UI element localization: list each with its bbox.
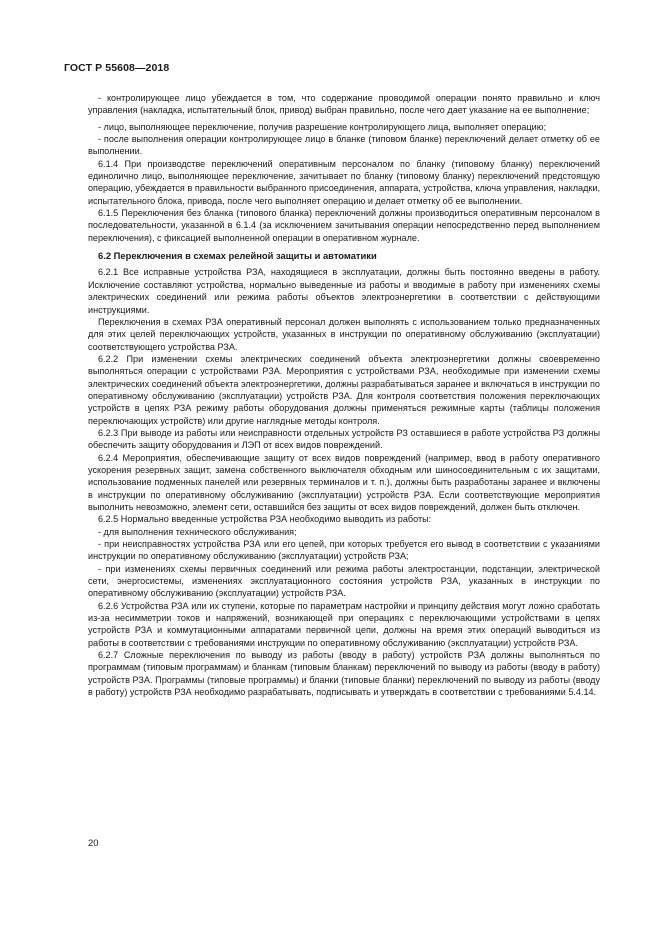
section-heading: 6.2 Переключения в схемах релейной защиты и автоматики	[98, 250, 377, 262]
document-standard-header: ГОСТ Р 55608—2018	[64, 62, 170, 74]
paragraph: 6.1.5 Переключения без бланка (типового бланка) переключений должны производиться оперативным персоналом в последовательности, указанной в 6.1.4 (за исключением зачитывания операции непосредственно перед выполнением переключения), с фиксацией выполненной операции в оперативном журнале.	[88, 208, 600, 243]
paragraph: 6.2.7 Сложные переключения по выводу из работы (вводу в работу) устройств РЗА должны выполняться по программам (типовым программам) и бланкам (типовым бланкам) переключений по выводу из работы (вводу в работу) устройств РЗА. Программы (типовые программы) и бланки (типовые бланки) переключений по выводу из работы (вводу в работу) устройств РЗА необходимо разрабатывать, подписывать и утверждать в соответствии с требованиями 5.4.14.	[88, 650, 600, 698]
paragraph: 6.2.1 Все исправные устройства РЗА, находящиеся в эксплуатации, должны быть постоянно введены в работу. Исключение составляют устройства, нормально выведенные из работы и вводимые в работу при изменениях схемы электрических соединений или режима работы объектов электроэнергетики в соответствии с действующими инструкциями.	[88, 267, 600, 315]
list-item: - при изменениях схемы первичных соединений или режима работы электростанции, подстанции, электрической сети, энергосистемы, изменениях эксплуатационного состояния устройств РЗА, указанных в инструкции по оперативному обслуживанию (эксплуатации) устройств РЗА.	[88, 563, 600, 599]
paragraph: 6.1.4 При производстве переключений оперативным персоналом по бланку (типовому бланку) переключений единолично лицо, выполняющее переключение, зачитывает по бланку (типовому бланку) переключений предстоящую операцию, убеждается в правильности выбранного присоединения, аппарата, устройства, ключа управления, накладки, испытательного блока, привода, после чего выполняет операцию и делает отметку об ее выполнении.	[88, 158, 600, 206]
paragraph: 6.2.3 При выводе из работы или неисправности отдельных устройств РЗ оставшиеся в работе устройства РЗ должны обеспечить защиту оборудования и ЛЭП от всех видов повреждений.	[88, 427, 600, 451]
paragraph: - после выполнения операции контролирующее лицо в бланке (типовом бланке) переключений делает отметку об ее выполнении.	[88, 134, 600, 157]
list-item: - при неисправностях устройства РЗА или его цепей, при которых требуется его вывод в соответствии с указаниями инструкции по оперативному обслуживанию (эксплуатации) устройств РЗА;	[88, 539, 600, 562]
list-item: - для выполнения технического обслуживания;	[98, 526, 297, 537]
paragraph: - контролирующее лицо убеждается в том, что содержание проводимой операции понято правильно и ключ управления (накладка, испытательный блок, привод) выбран правильно, после чего дает указание на ее выполнение;	[88, 93, 600, 116]
paragraph: - лицо, выполняющее переключение, получив разрешение контролирующего лица, выполняет операцию;	[98, 121, 547, 132]
paragraph: 6.2.6 Устройства РЗА или их ступени, которые по параметрам настройки и принципу действия могут ложно сработать из-за несимметрии токов и напряжений, возникающей при операциях с переключающими устройствами в цепях устройств РЗА и коммутационными аппаратами первичной цепи, должны на время этих операций выводиться из работы в соответствии с требованиями инструкции по оперативному обслуживанию (эксплуатации) устройств РЗА.	[88, 600, 600, 648]
paragraph: Переключения в схемах РЗА оперативный персонал должен выполнять с использованием только предназначенных для этих целей переключающих устройств, указанных в инструкции по оперативному обслуживанию (эксплуатации) соответствующего устройства РЗА.	[88, 316, 600, 352]
paragraph: 6.2.5 Нормально введенные устройства РЗА необходимо выводить из работы:	[98, 514, 432, 525]
paragraph: 6.2.4 Мероприятия, обеспечивающие защиту от всех видов повреждений (например, ввод в работу оперативного ускорения резервных защит, замена собственного выключателя обходным или шиносоединительным с их защитами, использование подменных панелей или резервных терминалов и т. п.), должны быть разработаны заранее и включены в инструкции по оперативному обслуживанию (эксплуатации) устройств РЗА. Если соответствующие мероприятия выполнить невозможно, элемент сети, оставшийся без защиты от всех видов повреждений, должен быть отключен.	[88, 452, 600, 512]
paragraph: 6.2.2 При изменении схемы электрических соединений объекта электроэнергетики должны своевременно выполняться операции с устройствами РЗА. Мероприятия с устройствами РЗА, необходимые при изменении схемы электрических соединений объекта электроэнергетики, должны разрабатываться заранее и включаться в инструкции по оперативному обслуживанию (эксплуатации) устройств РЗА. Для контроля соответствия положения переключающих устройств в цепях РЗА режиму работы оборудования должны применяться режимные карты (таблицы положения переключающих устройств) или другие наглядные методы контроля.	[88, 353, 600, 426]
document-body	[88, 92, 600, 699]
page-number: 20	[88, 838, 99, 849]
